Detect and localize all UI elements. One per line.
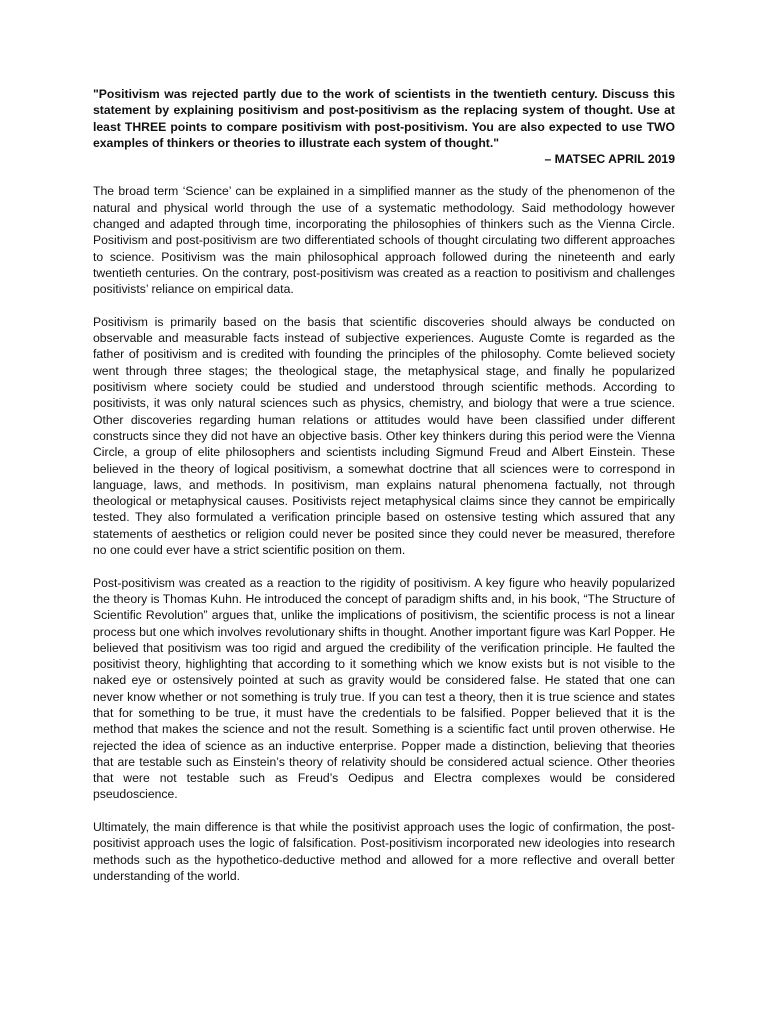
essay-question: "Positivism was rejected partly due to the work of scientists in the twentieth century. Discuss this statement by explaining positivism and post-positivism as the replacing system of thought. Use at least THREE points to compare positivism with post-positivism. You are also expected to use TWO examples of thinkers or theories to illustrate each system of thought." — [93, 87, 675, 150]
paragraph-conclusion: Ultimately, the main difference is that while the positivist approach uses the logic of confirmation, the post-positivist approach uses the logic of falsification. Post-positivism incorporated new ideologies into research methods such as the hypothetico-deductive method and allowed for a more reflective and overall better understanding of the world. — [93, 820, 675, 883]
paragraph-positivism: Positivism is primarily based on the basis that scientific discoveries should always be conducted on observable and measurable facts instead of subjective experiences. Auguste Comte is regarded as the father of positivism and is credited with founding the principles of the philosophy. Comte believed society went through three stages; the theological stage, the metaphysical stage, and finally he popularized positivism where society could be studied and understood through scientific methods. According to positivists, it was only natural sciences such as physics, chemistry, and biology that were a true science. Other discoveries regarding human relations or attitudes would have been classified under different constructs since they did not have an objective basis. Other key thinkers during this period were the Vienna Circle, a group of elite philosophers and scientists including Sigmund Freud and Albert Einstein. These believed in the theory of logical positivism, a somewhat doctrine that all sciences were to correspond in language, laws, and methods. In positivism, man explains natural phenomena factually, not through theological or metaphysical causes. Positivists reject metaphysical claims since they cannot be empirically tested. They also formulated a verification principle based on ostensive testing which assured that any statements of aesthetics or religion could never be posited since they could never be measured, therefore no one could ever have a strict scientific position on them. — [93, 314, 675, 558]
paragraph-introduction: The broad term ‘Science’ can be explained in a simplified manner as the study of the phenomenon of the natural and physical world through the use of a systematic methodology. Said methodology however changed and adapted through time, incorporating the philosophies of thinkers such as the Vienna Circle. Positivism and post-positivism are two differentiated schools of thought circulating two different approaches to science. Positivism was the main philosophical approach followed during the nineteenth and early twentieth centuries. On the contrary, post-positivism was created as a reaction to positivism and challenges positivists’ reliance on empirical data. — [93, 184, 675, 297]
question-source: – MATSEC APRIL 2019 — [544, 152, 675, 167]
document-page — [93, 86, 675, 901]
paragraph-post-positivism: Post-positivism was created as a reaction to the rigidity of positivism. A key figure who heavily popularized the theory is Thomas Kuhn. He introduced the concept of paradigm shifts and, in his book, “The Structure of Scientific Revolution” argues that, unlike the implications of positivism, the scientific process is not a linear process but one which involves revolutionary shifts in thought. Another important figure was Karl Popper. He believed that positivism was too rigid and argued the credibility of the verification principle. He faulted the positivist theory, highlighting that according to it something which we know exists but is not visible to the naked eye or ostensively pointed at such as gravity would be considered false. He stated that one can never know whether or not something is truly true. If you can test a theory, then it is true science and states that for something to be true, it must have the credentials to be falsified. Popper believed that it is the method that makes the science and not the result. Something is a scientific fact until proven otherwise. He rejected the idea of science as an inductive enterprise. Popper made a distinction, believing that theories that are testable such as Einstein’s theory of relativity should be considered actual science. Other theories that were not testable such as Freud’s Oedipus and Electra complexes would be considered pseudoscience. — [93, 575, 675, 802]
